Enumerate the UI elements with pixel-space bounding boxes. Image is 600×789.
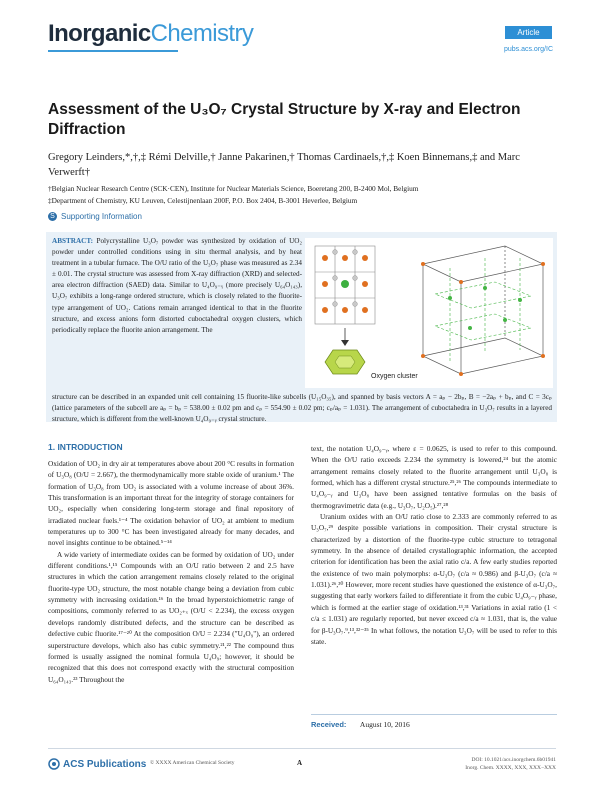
footer-divider	[48, 748, 556, 749]
page-number: A	[297, 759, 303, 767]
affiliation-2: ‡Department of Chemistry, KU Leuven, Celestijnenlaan 200F, P.O. Box 2404, B-3001 Heverlee, Belgium	[48, 196, 358, 205]
body-column-right	[311, 443, 557, 647]
copyright: © XXXX American Chemical Society	[150, 760, 235, 766]
doi-link[interactable]: DOI: 10.1021/acs.inorgchem.6b01941	[471, 757, 556, 763]
publisher-logo: ACS Publications	[48, 758, 146, 770]
author-list: Gregory Leinders,*,†,‡ Rémi Delville,† Janne Pakarinen,† Thomas Cardinaels,†,‡ Koen Binnemans,‡ and Marc Verwerft†	[48, 152, 520, 178]
paragraph: Uranium oxides with an O/U ratio close to 2.333 are commonly referred to as U₃O₇,²⁹ despite possible variations in composition. Their crystal structure is characterized by a distortion of the fluorite-type cubic structure to tetragonal symmetry. In the absence of detailed crystallographic information, the accepted criterion for identification has been the axial ratio c/a. A few early studies reported the existence of two main polymorphs: α-U₃O₇ (c/a ≈ 0.986) and β-U₃O₇ (c/a ≈ 1.031).²⁶,³⁰ However, more recent studies have questioned the existence of α-U₃O₇, suggesting that early workers failed to differentiate it from the cubic U₄O₉₋ᵧ phase, which is formed at the earlier stage of oxidation.¹³,³¹ Variations in axial ratio (1 < c/a ≤ 1.031) are regularly reported, but never exceed c/a ≈ 1.031, that is, the value for β-U₃O₇.⁹,¹³,³²⁻³⁵ In what follows, the notation U₃O₇ will be used to refer to this state.	[311, 512, 557, 646]
received-date: Received: August 10, 2016	[311, 714, 557, 729]
body-column-left	[48, 458, 294, 685]
paragraph: A wide variety of intermediate oxides can be formed by oxidation of UO₂ under different conditions.¹,¹⁵ Compounds with an O/U ratio between 2 and 2.5 have structures in which the cation arrangement remains closely related to the original fluorite-type UO₂ structure, the most notable change being a deviation from cubic symmetry with increasing oxidation.¹⁶ In the broad hyperstoichiometric range of compositions, commonly referred to as UO₂₊ₓ (O/U < 2.234), the excess oxygen develops randomly distributed defects, and the structure can be described as defective cubic fluorite.¹⁷⁻²⁰ At the composition O/U = 2.234 ("U₄O₉"), an ordered superstructure develops, which also has cubic symmetry.²¹,²² The compound thus formed is usually assigned the nominal formula U₄O₉; however, it should be recognized that this does not correspond exactly with the structural composition U₆₄O₁₄₃.²³ Throughout the	[48, 549, 294, 684]
paper-title: Assessment of the U₃O₇ Crystal Structure by X-ray and Electron Diffraction	[48, 101, 521, 138]
abstract-label: ABSTRACT:	[52, 237, 94, 245]
toc-graphic	[305, 238, 553, 388]
acs-logo-icon	[48, 758, 60, 770]
citation: Inorg. Chem. XXXX, XXX, XXX−XXX	[465, 765, 556, 771]
abstract-text-continued: structure can be described in an expanded unit cell containing 15 fluorite-like subcells (U₁₅O₃₅), and spanned by basis vectors A = aₚ − 2bₚ, B = −2aₚ + bₚ, and C = 3cₚ (lattice parameters of the subcell are aₚ = bₚ = 538.00 ± 0.02 pm and cₚ = 554.90 ± 0.02 pm; cₚ/aₚ = 1.031). The arrangement of cuboctahedra in U₃O₇ results in a layered structure, which is different from the well-known U₄O₉₋ᵧ crystal structure.	[52, 393, 552, 424]
figure-label: Oxygen cluster	[371, 373, 418, 380]
crystal-structure-figure	[305, 238, 553, 388]
doi-citation	[440, 756, 556, 772]
journal-logo: InorganicChemistry	[48, 20, 254, 47]
abstract-text: ABSTRACT: Polycrystalline U₃O₇ powder was synthesized by oxidation of UO₂ powder under controlled conditions using in situ thermal analysis, and by heat treatment in a tubular furnace. The O/U ratio of the U₃O₇ phase was measured as 2.34 ± 0.01. The crystal structure was assessed from X-ray diffraction (XRD) and selected-area electron diffraction (SAED) data. Similar to U₄O₉₋ᵧ (more precisely U₆₄O₁₄₃), U₃O₇ exhibits a long-range ordered structure, which is closely related to the fluorite-type arrangement of UO₂. Cations remain arranged identical to that in the fluorite structure, and excess anions form distorted cuboctahedral oxygen clusters, which periodically replace the fluorite anion arrangement. The	[52, 237, 302, 334]
supporting-info-link[interactable]: S Supporting Information	[48, 212, 142, 221]
paragraph: text, the notation U₄O₉₋ᵧ, where ε = 0.0625, is used to refer to this compound. When the O/U ratio exceeds 2.234 the symmetry is lowered,²⁴ but the atomic arrangement remains closely related to the fluorite arrangement until U₃O₈ is formed, which has a different crystal structure.²⁵,²⁶ The compounds intermediate to U₄O₉₋ᵧ and U₃O₈ have been assigned tentative formulas on the basis of thermogravimetric data (e.g., U₃O₇, U₂O₅).²⁷,²⁸	[311, 444, 557, 510]
journal-url-link[interactable]: pubs.acs.org/IC	[503, 46, 553, 53]
affiliation-1: †Belgian Nuclear Research Centre (SCK·CEN), Institute for Nuclear Materials Science, Boeretang 200, B-2400 Mol, Belgium	[48, 184, 419, 193]
affiliations	[48, 183, 558, 207]
info-icon: S	[48, 212, 57, 221]
logo-underline	[48, 50, 178, 52]
article-type-badge: Article	[505, 26, 552, 39]
paragraph: Oxidation of UO₂ in dry air at temperatures above about 200 °C results in formation of U₃O₈ (O/U = 2.667), the thermodynamically more stable oxide of uranium.¹ The formation of U₃O₈ from UO₂ is associated with a volume increase of about 36%. This transformation is an important threat for the integrity of storage containers for UO₂, especially when considering long-term storage and final repository of irradiated nuclear fuels.¹⁻⁴ The oxidation behavior of UO₂ at ambient to medium temperatures up to 300 °C has been investigated already for many decades, and novel insights continue to be obtained.⁵⁻¹⁴	[48, 459, 294, 548]
section-heading: 1. INTRODUCTION	[48, 442, 123, 452]
